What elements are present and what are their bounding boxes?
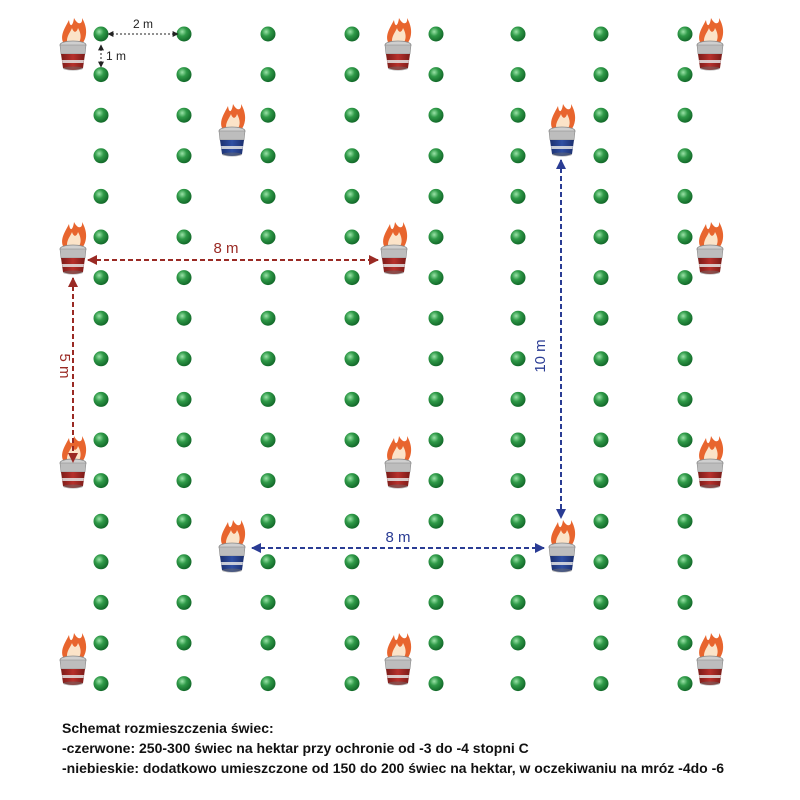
plant-dot (429, 351, 444, 366)
red-candle-bucket (697, 436, 723, 489)
plant-dot (345, 67, 360, 82)
plant-dot (345, 392, 360, 407)
plant-dot (678, 433, 693, 448)
plant-dot (511, 270, 526, 285)
plant-dot (594, 514, 609, 529)
red-candle-bucket (385, 436, 411, 489)
plant-dot (261, 433, 276, 448)
plant-dot (261, 636, 276, 651)
plant-dot (261, 189, 276, 204)
red-h-label: 8 m (213, 240, 239, 257)
plant-dot (594, 676, 609, 691)
plant-dot (177, 230, 192, 245)
plant-dot (429, 473, 444, 488)
plant-dot (429, 595, 444, 610)
plant-dot (594, 67, 609, 82)
plant-dot (511, 311, 526, 326)
plant-dot (177, 514, 192, 529)
plant-dot (429, 636, 444, 651)
plant-dot (94, 514, 109, 529)
plant-dot (594, 433, 609, 448)
plant-dot (594, 473, 609, 488)
plant-dot (261, 108, 276, 123)
plant-dot (429, 676, 444, 691)
plant-dot (177, 433, 192, 448)
plant-dot (345, 189, 360, 204)
plant-dot (345, 108, 360, 123)
plant-dot (94, 148, 109, 163)
plant-dot (261, 27, 276, 42)
plant-dot (94, 270, 109, 285)
caption (62, 718, 792, 778)
blue-candle-bucket (549, 520, 575, 573)
plant-dot (261, 311, 276, 326)
plant-dot (345, 676, 360, 691)
candle-buckets (60, 18, 723, 686)
plant-dot (94, 311, 109, 326)
plant-dot (511, 676, 526, 691)
plant-dot (94, 554, 109, 569)
plant-dot (261, 67, 276, 82)
plant-dot (429, 27, 444, 42)
plant-dot (511, 108, 526, 123)
plant-dot (261, 595, 276, 610)
plant-dot (511, 230, 526, 245)
plant-dot (261, 230, 276, 245)
plant-grid (94, 27, 693, 692)
plant-dot (429, 67, 444, 82)
plant-dot (177, 595, 192, 610)
plant-dot (345, 595, 360, 610)
plant-dot (345, 433, 360, 448)
plant-dot (177, 67, 192, 82)
plant-dot (345, 514, 360, 529)
plant-dot (678, 108, 693, 123)
plant-dot (678, 554, 693, 569)
plant-dot (678, 595, 693, 610)
small-v-label: 1 m (106, 49, 127, 63)
red-candle-bucket (697, 222, 723, 275)
plant-dot (594, 27, 609, 42)
plant-dot (429, 514, 444, 529)
plant-dot (594, 351, 609, 366)
plant-dot (511, 554, 526, 569)
plant-dot (678, 392, 693, 407)
plant-dot (94, 392, 109, 407)
small-dimension-horizontal (108, 17, 178, 34)
red-candle-bucket (60, 633, 86, 686)
plant-dot (429, 108, 444, 123)
caption-title: Schemat rozmieszczenia świec: (62, 720, 274, 736)
plant-dot (94, 351, 109, 366)
plant-dot (429, 189, 444, 204)
plant-dot (594, 392, 609, 407)
plant-dot (594, 311, 609, 326)
plant-dot (511, 433, 526, 448)
plant-dot (177, 27, 192, 42)
plant-dot (94, 473, 109, 488)
plant-dot (94, 67, 109, 82)
red-candle-bucket (60, 18, 86, 71)
plant-dot (511, 392, 526, 407)
plant-dot (94, 595, 109, 610)
plant-dot (678, 636, 693, 651)
plant-dot (429, 148, 444, 163)
plant-dot (177, 148, 192, 163)
plant-dot (177, 189, 192, 204)
blue-v-label: 10 m (532, 339, 549, 373)
plant-dot (94, 108, 109, 123)
plant-dot (177, 554, 192, 569)
plant-dot (678, 67, 693, 82)
plant-dot (511, 67, 526, 82)
plant-dot (177, 392, 192, 407)
red-candle-bucket (385, 633, 411, 686)
red-candle-bucket (385, 18, 411, 71)
caption-blue-line: -niebieskie: dodatkowo umieszczone od 150 do 200 świec na hektar, w oczekiwaniu na mróz -4do -6 (62, 760, 725, 776)
plant-dot (261, 554, 276, 569)
plant-dot (678, 351, 693, 366)
plant-dot (511, 351, 526, 366)
plant-dot (594, 270, 609, 285)
plant-dot (594, 108, 609, 123)
plant-dot (345, 351, 360, 366)
plant-dot (345, 473, 360, 488)
plant-dot (511, 148, 526, 163)
red-v-label: 5 m (56, 353, 73, 379)
plant-dot (261, 514, 276, 529)
blue-dimension-vertical (532, 160, 561, 518)
plant-dot (94, 676, 109, 691)
plant-dot (511, 27, 526, 42)
plant-dot (94, 189, 109, 204)
small-dimension-vertical (101, 45, 126, 67)
plant-dot (261, 148, 276, 163)
red-candle-bucket (697, 633, 723, 686)
plant-dot (345, 636, 360, 651)
plant-dot (678, 148, 693, 163)
plant-dot (511, 636, 526, 651)
plant-dot (429, 311, 444, 326)
plant-dot (678, 230, 693, 245)
plant-dot (177, 270, 192, 285)
red-candle-bucket (60, 436, 86, 489)
plant-dot (678, 676, 693, 691)
plant-dot (594, 230, 609, 245)
red-dimension-horizontal (88, 240, 378, 260)
plant-dot (261, 270, 276, 285)
red-candle-bucket (381, 222, 407, 275)
plant-dot (345, 554, 360, 569)
plant-dot (177, 108, 192, 123)
plant-dot (429, 270, 444, 285)
plant-dot (177, 636, 192, 651)
plant-dot (261, 473, 276, 488)
plant-dot (261, 676, 276, 691)
plant-dot (429, 392, 444, 407)
plant-dot (594, 148, 609, 163)
plant-dot (429, 554, 444, 569)
plant-dot (678, 311, 693, 326)
plant-dot (345, 27, 360, 42)
red-candle-bucket (697, 18, 723, 71)
plant-dot (594, 189, 609, 204)
plant-dot (678, 270, 693, 285)
plant-dot (678, 27, 693, 42)
plant-dot (177, 473, 192, 488)
plant-dot (261, 392, 276, 407)
plant-dot (94, 230, 109, 245)
plant-dot (594, 595, 609, 610)
plant-dot (177, 351, 192, 366)
plant-dot (177, 676, 192, 691)
blue-candle-bucket (549, 104, 575, 157)
plant-dot (345, 148, 360, 163)
plant-dot (511, 514, 526, 529)
plant-dot (511, 473, 526, 488)
plant-dot (678, 189, 693, 204)
plant-dot (261, 351, 276, 366)
plant-dot (345, 311, 360, 326)
plant-dot (594, 636, 609, 651)
plant-dot (94, 27, 109, 42)
plant-dot (678, 514, 693, 529)
blue-dimension-horizontal (252, 529, 544, 548)
plant-dot (429, 433, 444, 448)
red-candle-bucket (60, 222, 86, 275)
plant-dot (345, 230, 360, 245)
plant-dot (594, 554, 609, 569)
red-dimension-vertical (56, 278, 73, 462)
blue-candle-bucket (219, 520, 245, 573)
plant-dot (511, 189, 526, 204)
blue-candle-bucket (219, 104, 245, 157)
plant-dot (94, 433, 109, 448)
plant-dot (345, 270, 360, 285)
plant-dot (177, 311, 192, 326)
plant-dot (94, 636, 109, 651)
blue-h-label: 8 m (385, 529, 411, 546)
plant-dot (511, 595, 526, 610)
small-h-label: 2 m (132, 17, 154, 31)
caption-red-line: -czerwone: 250-300 świec na hektar przy ochronie od -3 do -4 stopni C (62, 740, 529, 756)
plant-dot (429, 230, 444, 245)
plant-dot (678, 473, 693, 488)
